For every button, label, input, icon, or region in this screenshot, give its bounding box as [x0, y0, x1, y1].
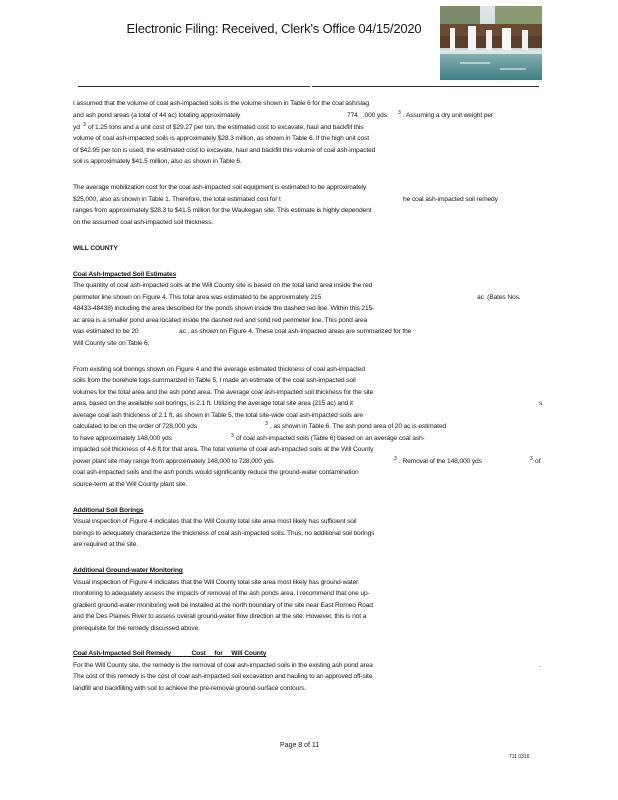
text-line: $25,000, also as shown in Table 1. Therefore, the total estimated cost for t: [73, 196, 281, 203]
text-line: The average mobilization cost for the coal ash-impacted soil equipment is estimated to be approximately: [73, 184, 367, 191]
text-line: on the assumed coal ash-impacted soil thickness.: [73, 219, 214, 226]
text-line: 3: [231, 433, 234, 439]
header-rule: [78, 86, 310, 87]
text-line: and ash pond areas (a total of 44 ac) totaling approximately: [73, 112, 241, 119]
text-line: soil is approximately $41.5 million, also as shown in Table 6.: [73, 158, 242, 165]
text-line: . Removal of the 148,000 yds: [399, 458, 482, 465]
section-heading: WILL COUNTY: [73, 245, 118, 252]
text-line: s: [539, 400, 543, 407]
text-line: ac (Bates Nos.: [477, 294, 521, 301]
section-heading: Additional Soil Borings: [73, 507, 144, 514]
text-line: to have approximately 148,000 yds: [73, 435, 172, 442]
text-line: calculated to be on the order of 728,000 yds: [73, 423, 197, 430]
text-line: . Assuming a dry unit weight per: [403, 112, 493, 119]
text-line: 3: [265, 421, 268, 427]
text-line: gradient ground-water monitoring well be installed at the north boundary of the site near East Romeo Road: [73, 602, 373, 609]
text-line: and the Des Plaines River to assess overall ground-water flow direction at the site. However, this is not a: [73, 613, 367, 620]
section-heading: Coal Ash-Impacted Soil Remedy Cost for Will County: [73, 650, 267, 657]
page-number: Page 8 of 11: [280, 742, 320, 749]
text-line: of coal ash-impacted soils (Table 6) based on an average coal ash-: [236, 435, 425, 442]
text-line: monitoring to adequately assess the impacts of removal of the ash ponds area. I recommend that one up-: [73, 590, 370, 597]
text-line: volume of coal ash-impacted soils is approximately $28.3 million, as shown in Table 6. If the high unit cost: [73, 135, 369, 142]
text-line: he coal ash-impacted soil remedy: [403, 196, 498, 203]
text-line: prerequisite for the remedy discussed above.: [73, 625, 200, 632]
text-line: of 1.25 tons and a unit cost of $29.27 per ton, the estimated cost to excavate, haul and backfill this: [88, 124, 364, 131]
text-line: From existing soil borings shown on Figure 4 and the average estimated thickness of coal ash-impacted: [73, 366, 365, 373]
text-line: impacted soil thickness of 4.6 ft for that area. The total volume of coal ash-impacted soils at the Will County: [73, 446, 374, 453]
text-line: volumes for the total area and the ash pond area. The average coal ash-impacted soil thickness for the site: [73, 389, 374, 396]
text-line: 48433-48438) including the area described for the ponds shown inside the dashed red line. Within this 215-: [73, 305, 375, 312]
text-line: are required at the site.: [73, 541, 139, 548]
text-line: 3: [530, 456, 533, 462]
text-line: perimeter line shown on Figure 4. This total area was estimated to be approximately 215: [73, 294, 322, 301]
text-line: of $42.95 per ton is used, the estimated cost to excavate, haul and backfill this volume of coal ash-impacted: [73, 147, 376, 154]
text-line: was estimated to be 20: [73, 328, 139, 335]
text-line: average coal ash thickness of 2.1 ft, as shown in Table 5, the total site-wide coal ash-impacted soils are: [73, 412, 363, 419]
text-line: 3: [83, 122, 86, 128]
text-line: of: [535, 458, 541, 465]
text-line: ranges from approximately $28.3 to $41.5 million for the Waukegan site. This estimate is highly dependent: [73, 207, 372, 214]
text-line: landfill and backfilling with soil to achieve the pre-removal ground-surface contours.: [73, 685, 307, 692]
text-line: For the Will County site, the remedy is the removal of coal ash-impacted soils in the existing ash pond area: [73, 662, 373, 669]
text-line: ac area is a smaller pond area located inside the dashed red and solid red perimeter line. This pond area: [73, 317, 368, 324]
text-line: The quantity of coal ash-impacted soils at the Will County site is based on the total land area inside the red: [73, 282, 373, 289]
text-line: soils from the borehole logs summarized in Table 5, I made an estimate of the coal ash-impacted soil: [73, 377, 356, 384]
text-line: Visual inspection of Figure 4 indicates that the Will County total site area most likely has sufficient soil: [73, 518, 357, 525]
text-line: I assumed that the volume of coal ash-impacted soils is the volume shown in Table 6 for the coal ash/slag: [73, 100, 370, 107]
text-line: power plant site may range from approximately 148,000 to 728,000 yds: [73, 458, 274, 465]
text-line: source-term at the Will County plant site.: [73, 481, 188, 488]
text-line: yd: [73, 124, 80, 131]
text-line: 3: [394, 456, 397, 462]
text-line: area, based on the available soil borings, is 2.1 ft. Utilizing the average total site area (215 ac) and it: [73, 400, 353, 407]
footer-code: 711 0316: [509, 754, 530, 760]
text-line: Will County site on Table 6.: [73, 340, 150, 347]
section-heading: Coal Ash-Impacted Soil Estimates: [73, 271, 177, 278]
header-rule-right: [312, 86, 539, 87]
text-line: The cost of this remedy is the cost of coal ash-impacted soil excavation and hauling to an approved off-site: [73, 673, 373, 680]
waterfall-photo: [440, 6, 542, 80]
text-line: Visual inspection of Figure 4 indicates that the Will County total site area most likely has ground-water: [73, 579, 359, 586]
electronic-filing-stamp: Electronic Filing: Received, Clerk's Office 04/15/2020: [126, 21, 422, 36]
text-line: borings to adequately characterize the thickness of coal ash-impacted soils. Thus, no additional soil borings: [73, 530, 375, 537]
section-heading: Additional Ground-water Monitoring: [73, 567, 183, 574]
text-line: .: [539, 662, 541, 669]
text-line: coal ash-impacted soils and the ash ponds would significantly reduce the ground-water contamination: [73, 469, 359, 476]
text-line: , as shown in Table 6. The ash pond area of 20 ac is estimated: [270, 423, 446, 430]
text-line: 774 ,000 yds: [347, 112, 387, 119]
text-line: 3: [398, 110, 401, 116]
text-line: ac , as shown on Figure 4. These coal ash-impacted areas are summarized for the: [179, 328, 412, 335]
